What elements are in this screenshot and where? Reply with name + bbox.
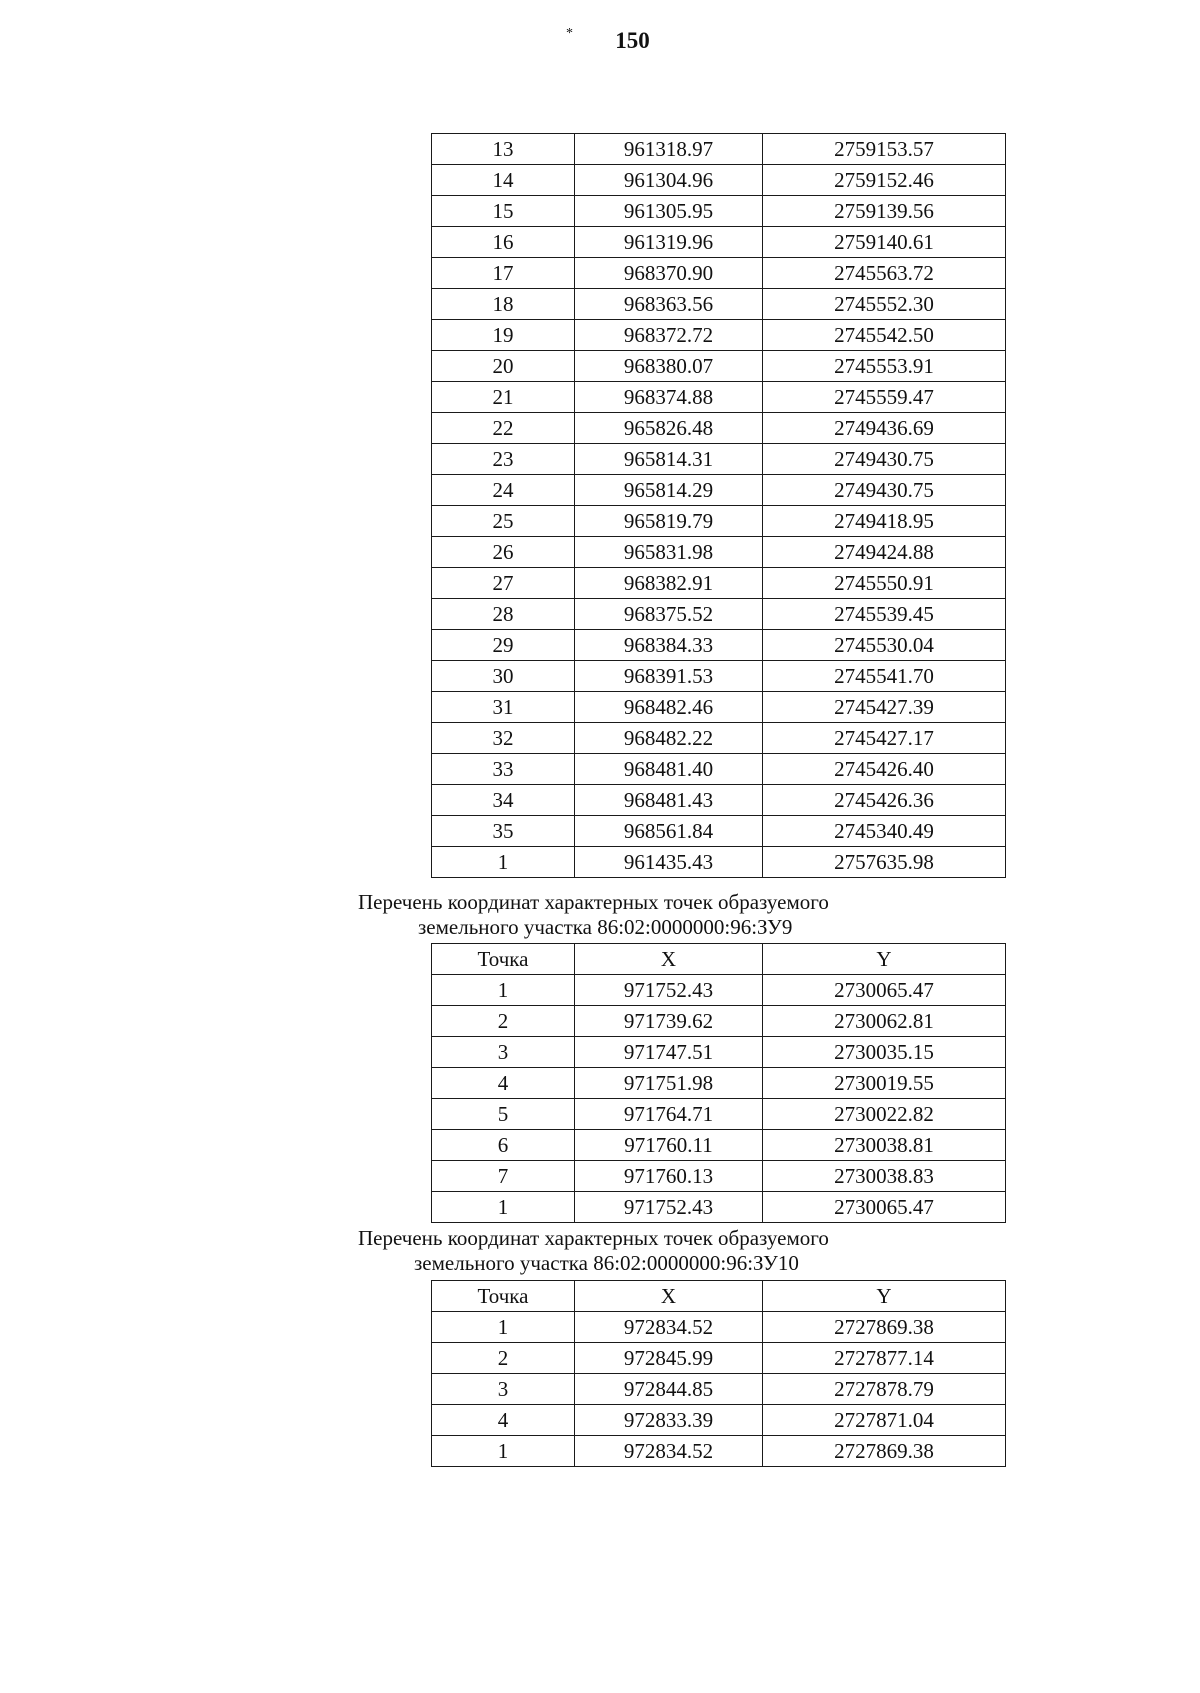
table-row	[432, 1068, 1006, 1099]
cell-x: 972833.39	[575, 1405, 763, 1436]
table-row	[432, 785, 1006, 816]
table-row	[432, 661, 1006, 692]
table-row	[432, 816, 1006, 847]
cell-point: 29	[432, 630, 575, 661]
table-row	[432, 134, 1006, 165]
cell-x: 968363.56	[575, 289, 763, 320]
cell-point: 31	[432, 692, 575, 723]
table-header-row	[432, 1281, 1006, 1312]
cell-y: 2749430.75	[763, 444, 1006, 475]
table-row	[432, 975, 1006, 1006]
cell-y: 2745552.30	[763, 289, 1006, 320]
cell-point: 23	[432, 444, 575, 475]
cell-x: 968382.91	[575, 568, 763, 599]
table-row	[432, 723, 1006, 754]
cell-x: 965814.29	[575, 475, 763, 506]
cell-y: 2759139.56	[763, 196, 1006, 227]
cell-point: 30	[432, 661, 575, 692]
cell-x: 965831.98	[575, 537, 763, 568]
cell-x: 965814.31	[575, 444, 763, 475]
header-point: Точка	[432, 944, 575, 975]
cell-y: 2745563.72	[763, 258, 1006, 289]
cell-x: 971747.51	[575, 1037, 763, 1068]
table-row	[432, 1130, 1006, 1161]
cell-y: 2730062.81	[763, 1006, 1006, 1037]
cell-point: 21	[432, 382, 575, 413]
cell-y: 2759152.46	[763, 165, 1006, 196]
cell-y: 2730065.47	[763, 975, 1006, 1006]
cell-x: 968482.22	[575, 723, 763, 754]
cell-y: 2727871.04	[763, 1405, 1006, 1436]
cell-x: 968482.46	[575, 692, 763, 723]
cell-x: 968384.33	[575, 630, 763, 661]
section-caption-line2: земельного участка 86:02:0000000:96:ЗУ10	[414, 1251, 799, 1275]
cell-x: 968375.52	[575, 599, 763, 630]
table-row	[432, 1436, 1006, 1467]
cell-point: 25	[432, 506, 575, 537]
table-row	[432, 196, 1006, 227]
cell-x: 961435.43	[575, 847, 763, 878]
cell-y: 2757635.98	[763, 847, 1006, 878]
cell-point: 32	[432, 723, 575, 754]
coordinates-table-continued	[431, 133, 1006, 878]
cell-point: 20	[432, 351, 575, 382]
cell-y: 2749436.69	[763, 413, 1006, 444]
cell-x: 971752.43	[575, 975, 763, 1006]
table-row	[432, 351, 1006, 382]
cell-point: 13	[432, 134, 575, 165]
header-x: X	[575, 1281, 763, 1312]
cell-y: 2730022.82	[763, 1099, 1006, 1130]
cell-point: 2	[432, 1343, 575, 1374]
cell-y: 2745340.49	[763, 816, 1006, 847]
table-row	[432, 1161, 1006, 1192]
table-row	[432, 1374, 1006, 1405]
cell-x: 971752.43	[575, 1192, 763, 1223]
table-row	[432, 568, 1006, 599]
cell-x: 971764.71	[575, 1099, 763, 1130]
cell-y: 2745542.50	[763, 320, 1006, 351]
section-caption-line1: Перечень координат характерных точек образуемого	[358, 1226, 829, 1250]
cell-y: 2745550.91	[763, 568, 1006, 599]
cell-y: 2759153.57	[763, 134, 1006, 165]
table-row	[432, 537, 1006, 568]
cell-x: 965826.48	[575, 413, 763, 444]
header-y: Y	[763, 944, 1006, 975]
table-row	[432, 1192, 1006, 1223]
cell-x: 971739.62	[575, 1006, 763, 1037]
section-caption-line1: Перечень координат характерных точек образуемого	[358, 890, 829, 914]
cell-point: 6	[432, 1130, 575, 1161]
table-row	[432, 413, 1006, 444]
cell-y: 2745530.04	[763, 630, 1006, 661]
cell-point: 16	[432, 227, 575, 258]
cell-y: 2745539.45	[763, 599, 1006, 630]
cell-point: 22	[432, 413, 575, 444]
table-row	[432, 630, 1006, 661]
table-row	[432, 599, 1006, 630]
cell-y: 2749418.95	[763, 506, 1006, 537]
table-row	[432, 382, 1006, 413]
cell-y: 2749430.75	[763, 475, 1006, 506]
cell-point: 19	[432, 320, 575, 351]
page-mark: *	[566, 26, 573, 41]
cell-y: 2730038.83	[763, 1161, 1006, 1192]
cell-y: 2745427.39	[763, 692, 1006, 723]
table-body	[432, 134, 1006, 878]
cell-x: 968561.84	[575, 816, 763, 847]
table-row	[432, 227, 1006, 258]
cell-x: 968374.88	[575, 382, 763, 413]
header-x: X	[575, 944, 763, 975]
table-row	[432, 1099, 1006, 1130]
table-row	[432, 1405, 1006, 1436]
cell-x: 968380.07	[575, 351, 763, 382]
cell-x: 961319.96	[575, 227, 763, 258]
cell-y: 2745427.17	[763, 723, 1006, 754]
table-row	[432, 1343, 1006, 1374]
table-row	[432, 165, 1006, 196]
coordinates-table-zu9	[431, 943, 1006, 1223]
page-number: 150	[615, 28, 650, 53]
cell-point: 34	[432, 785, 575, 816]
cell-x: 968391.53	[575, 661, 763, 692]
cell-y: 2727877.14	[763, 1343, 1006, 1374]
cell-point: 15	[432, 196, 575, 227]
table-body	[432, 1312, 1006, 1467]
cell-y: 2727878.79	[763, 1374, 1006, 1405]
cell-point: 2	[432, 1006, 575, 1037]
cell-x: 972845.99	[575, 1343, 763, 1374]
cell-point: 26	[432, 537, 575, 568]
table-row	[432, 506, 1006, 537]
cell-x: 972834.52	[575, 1436, 763, 1467]
header-point: Точка	[432, 1281, 575, 1312]
header-y: Y	[763, 1281, 1006, 1312]
cell-point: 5	[432, 1099, 575, 1130]
table-row	[432, 754, 1006, 785]
cell-point: 7	[432, 1161, 575, 1192]
cell-x: 968481.43	[575, 785, 763, 816]
cell-point: 17	[432, 258, 575, 289]
cell-y: 2745426.36	[763, 785, 1006, 816]
cell-point: 24	[432, 475, 575, 506]
cell-y: 2730019.55	[763, 1068, 1006, 1099]
cell-point: 1	[432, 1436, 575, 1467]
cell-point: 4	[432, 1068, 575, 1099]
table-row	[432, 692, 1006, 723]
cell-y: 2749424.88	[763, 537, 1006, 568]
cell-x: 961304.96	[575, 165, 763, 196]
table-header-row	[432, 944, 1006, 975]
cell-x: 961318.97	[575, 134, 763, 165]
cell-x: 968372.72	[575, 320, 763, 351]
cell-point: 18	[432, 289, 575, 320]
table-row	[432, 320, 1006, 351]
cell-x: 968370.90	[575, 258, 763, 289]
cell-x: 961305.95	[575, 196, 763, 227]
cell-y: 2745541.70	[763, 661, 1006, 692]
table-row	[432, 444, 1006, 475]
cell-point: 1	[432, 847, 575, 878]
cell-x: 972834.52	[575, 1312, 763, 1343]
cell-y: 2759140.61	[763, 227, 1006, 258]
cell-point: 1	[432, 975, 575, 1006]
table-row	[432, 1037, 1006, 1068]
cell-y: 2727869.38	[763, 1312, 1006, 1343]
cell-point: 4	[432, 1405, 575, 1436]
cell-y: 2730065.47	[763, 1192, 1006, 1223]
cell-x: 971751.98	[575, 1068, 763, 1099]
cell-y: 2730035.15	[763, 1037, 1006, 1068]
cell-y: 2730038.81	[763, 1130, 1006, 1161]
table-row	[432, 847, 1006, 878]
section-caption-line2: земельного участка 86:02:0000000:96:ЗУ9	[418, 915, 793, 939]
cell-x: 971760.11	[575, 1130, 763, 1161]
cell-x: 968481.40	[575, 754, 763, 785]
cell-point: 28	[432, 599, 575, 630]
cell-y: 2745559.47	[763, 382, 1006, 413]
coordinates-table-zu10	[431, 1280, 1006, 1467]
cell-point: 3	[432, 1374, 575, 1405]
cell-point: 14	[432, 165, 575, 196]
table-row	[432, 475, 1006, 506]
table-body	[432, 975, 1006, 1223]
cell-point: 3	[432, 1037, 575, 1068]
cell-point: 33	[432, 754, 575, 785]
cell-point: 1	[432, 1312, 575, 1343]
table-row	[432, 258, 1006, 289]
table-row	[432, 1006, 1006, 1037]
cell-x: 972844.85	[575, 1374, 763, 1405]
cell-x: 965819.79	[575, 506, 763, 537]
table-row	[432, 1312, 1006, 1343]
cell-y: 2745553.91	[763, 351, 1006, 382]
cell-point: 27	[432, 568, 575, 599]
cell-y: 2727869.38	[763, 1436, 1006, 1467]
cell-x: 971760.13	[575, 1161, 763, 1192]
table-row	[432, 289, 1006, 320]
cell-point: 35	[432, 816, 575, 847]
cell-point: 1	[432, 1192, 575, 1223]
cell-y: 2745426.40	[763, 754, 1006, 785]
